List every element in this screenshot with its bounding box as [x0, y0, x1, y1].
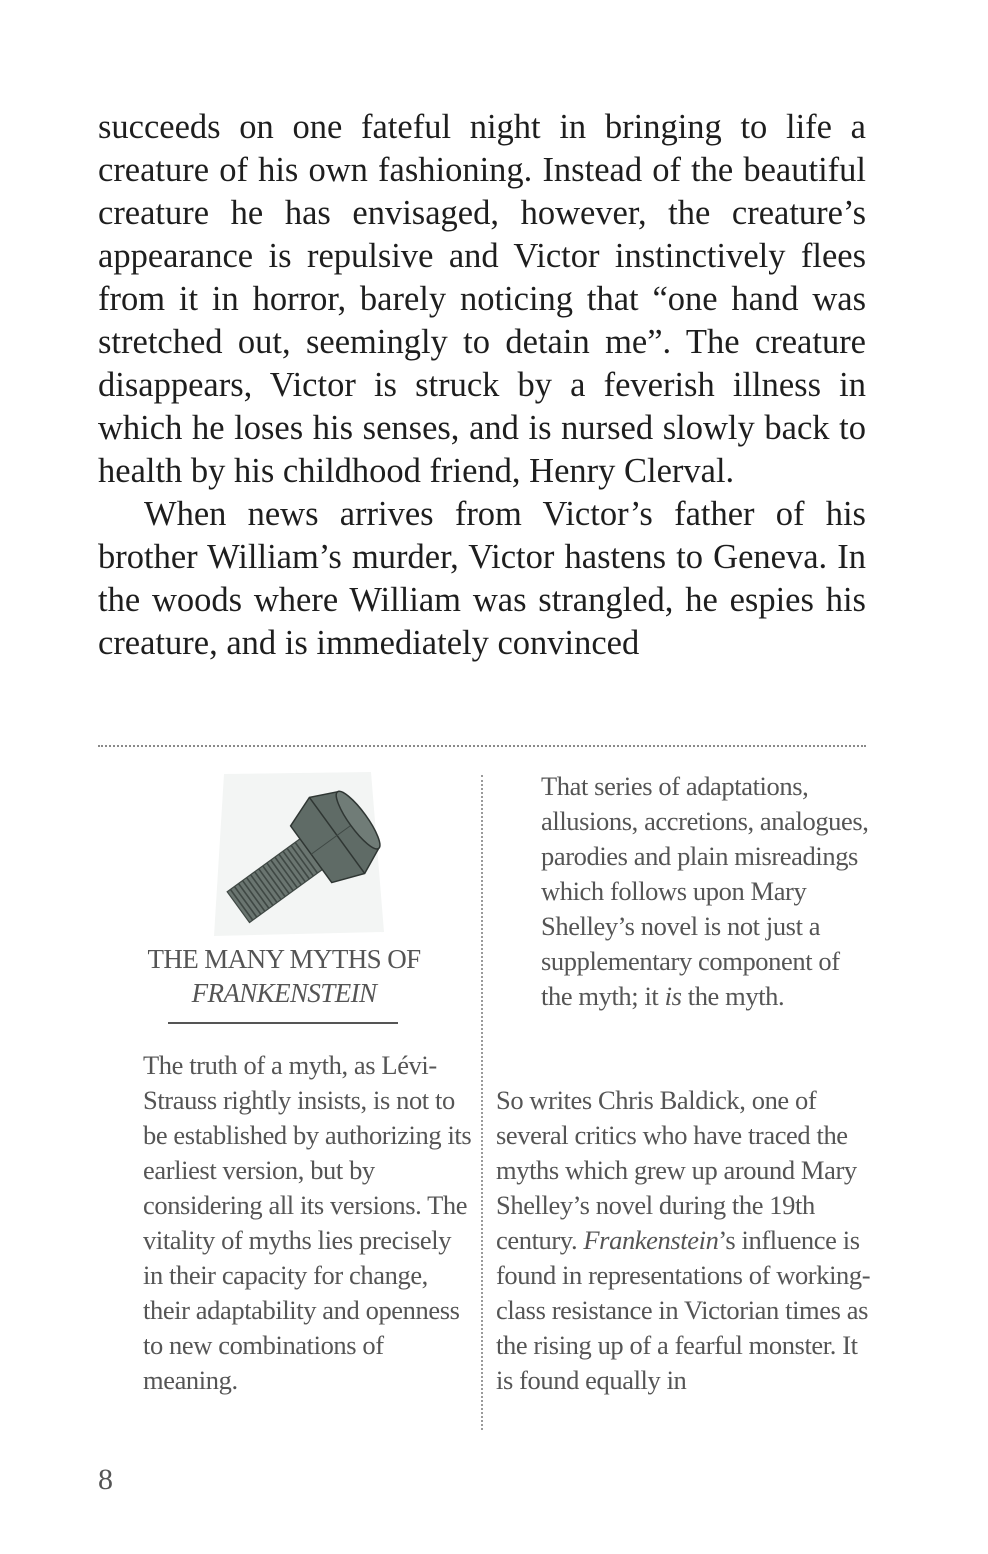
bolt-illustration: [206, 772, 386, 937]
sidebar-quote: [541, 769, 871, 1014]
paragraph: When news arrives from Victor’s father of his brother William’s murder, Victor hastens to Geneva. In the woods where William was strangled, he espies his creature, and is immediately convinced: [98, 495, 866, 662]
main-text: [98, 106, 866, 665]
sidebar-left-body: [143, 1048, 473, 1398]
sidebar-title-line-1: THE MANY MYTHS OF: [147, 944, 421, 974]
sidebar-title-line-2: FRANKENSTEIN: [191, 978, 377, 1008]
quote-text: That series of adaptations, allusions, accretions, analogues, parodies and plain misreadings which follows upon Mary Shelley’s novel is not just a supplementary component of the myth; it: [541, 771, 869, 1011]
page-number: 8: [98, 1463, 113, 1496]
quote-emphasis: is: [664, 981, 682, 1011]
paragraph: succeeds on one fateful night in bringing to life a creature of his own fashioning. Instead of the beautiful creature he has envisaged, however, the creature’s appearance is repulsive and Victor instinctively flees from it in horror, barely noticing that “one hand was stretched out, seemingly to detain me”. The creature disappears, Victor is struck by a feverish illness in which he loses his senses, and is nursed slowly back to health by his childhood friend, Henry Clerval.: [98, 108, 866, 490]
title-underline: [168, 1022, 398, 1024]
quote-text-end: the myth.: [681, 981, 785, 1011]
right-body-text-end: ’s influence is found in representations of working-class resistance in Victorian times as the rising up of a fearful monster. It is found equally in: [496, 1225, 871, 1395]
book-title-italic: Frankenstein: [583, 1225, 719, 1255]
column-divider: [481, 775, 483, 1430]
sidebar-title: [110, 942, 458, 1010]
right-body-text: So writes Chris Baldick, one of several critics who have traced the myths which grew up around Mary Shelley’s novel during the 19th century.: [496, 1085, 857, 1255]
sidebar-top-rule: [98, 745, 866, 747]
sidebar-paragraph: The truth of a myth, as Lévi-Strauss rightly insists, is not to be established by authorizing its earliest version, but by considering all its versions. The vitality of myths lies precisely in their capacity for change, their adaptability and openness to new combinations of meaning.: [143, 1050, 472, 1395]
sidebar-right-body: [496, 1083, 876, 1398]
